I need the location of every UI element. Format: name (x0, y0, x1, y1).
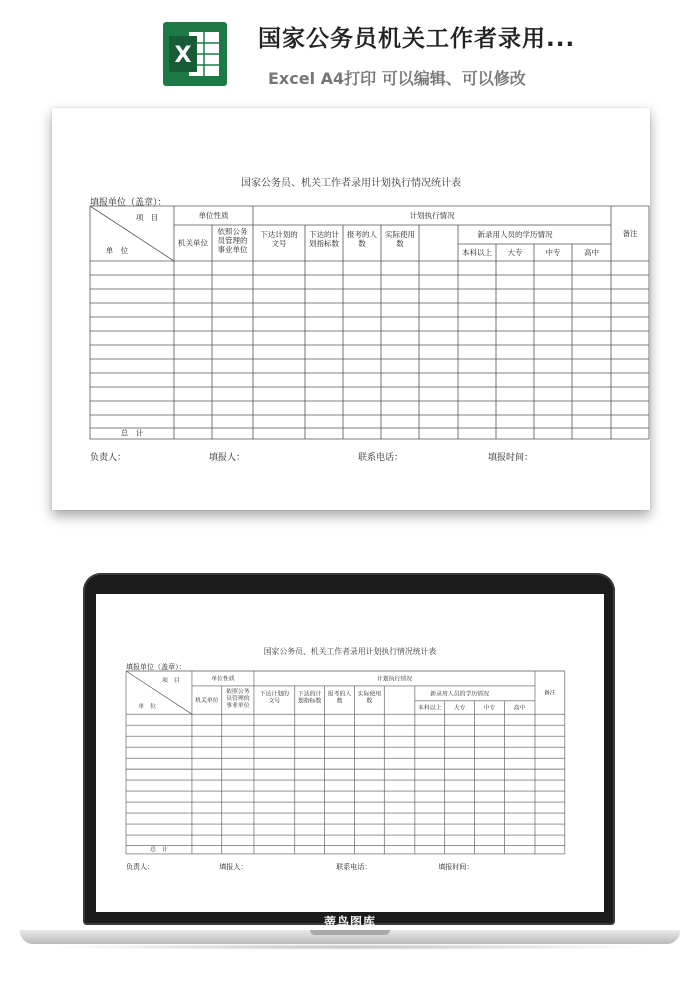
footer-phone: 联系电话： (358, 453, 404, 463)
header-unit-nature: 单位性质 (198, 211, 229, 221)
footer-responsible: 负责人： (90, 453, 127, 463)
header-plan-exec: 计划执行情况 (376, 676, 412, 683)
sheet-grid (90, 206, 650, 440)
footer-filler: 填报人： (209, 453, 246, 463)
header-xueli: 新录用人员的学历情况 (477, 230, 553, 240)
header-wenhao: 下达计划的 (260, 230, 298, 239)
laptop-brand-label: 蒂鸟图库 (323, 915, 376, 929)
laptop-mockup (0, 570, 700, 970)
diagonal-line (126, 671, 192, 714)
header-unit-nature: 单位性质 (211, 676, 235, 683)
header-zhibiao: 下达的计 (309, 230, 339, 239)
header-baokao: 报考的人 (327, 691, 352, 698)
header-yizhao: 员管理的 (217, 236, 248, 245)
document-title: 国家公务员机关工作者录用... (258, 26, 576, 52)
paper-preview (52, 108, 650, 510)
header-remarks: 备注 (622, 229, 638, 239)
header-xueli: 新录用人员的学历情况 (430, 691, 489, 698)
spreadsheet-sheet-large (52, 108, 650, 510)
diag-bottom-label: 单 位 (138, 703, 156, 710)
document-subtitle: Excel A4打印 可以编辑、可以修改 (268, 69, 526, 88)
diag-top-label: 项 目 (135, 213, 159, 222)
total-label: 总 计 (149, 847, 168, 854)
header-yizhao: 依照公务 (225, 688, 250, 695)
header-edu: 本科以上 (462, 248, 492, 258)
excel-icon-letter: X (174, 43, 192, 68)
diag-bottom-label: 单 位 (105, 246, 129, 255)
sheet-unit-label: 填报单位（盖章）： (90, 198, 167, 208)
header-edu: 本科以上 (417, 705, 442, 712)
header-edu: 大专 (507, 248, 523, 258)
footer-date: 填报时间： (488, 453, 534, 463)
header-baokao: 数 (358, 239, 366, 248)
footer-responsible: 负责人： (125, 862, 155, 872)
header-wenhao: 文号 (271, 239, 287, 248)
header-shiji: 实际使用 (357, 691, 381, 698)
header-yizhao: 员管理的 (225, 695, 250, 702)
header-remarks: 备注 (543, 690, 556, 697)
header-edu: 中专 (545, 248, 561, 258)
header (0, 0, 700, 100)
excel-icon (163, 22, 227, 86)
header-jiguan: 机关单位 (194, 698, 219, 705)
header-jiguan: 机关单位 (178, 238, 208, 248)
header-yizhao: 事业单位 (225, 703, 250, 710)
header-yizhao: 依照公务 (217, 227, 248, 236)
laptop-screen (96, 594, 604, 912)
footer-date: 填报时间： (438, 862, 474, 872)
header-yizhao: 事业单位 (217, 245, 248, 254)
diag-top-label: 项 目 (161, 677, 180, 684)
header-shiji: 数 (396, 239, 404, 248)
header-edu: 中专 (483, 705, 496, 712)
sheet-unit-label: 填报单位（盖章）： (125, 662, 186, 672)
header-shiji: 实际使用 (385, 230, 415, 239)
header-baokao: 报考的人 (347, 230, 377, 239)
sheet-grid (126, 671, 566, 855)
laptop-base-shadow (40, 944, 660, 950)
header-zhibiao: 划指标数 (309, 239, 339, 248)
total-label: 总 计 (120, 428, 144, 438)
header-wenhao: 文号 (268, 698, 281, 705)
header-edu: 高中 (584, 248, 599, 258)
laptop-base-notch (310, 930, 390, 935)
spreadsheet-sheet-small (96, 594, 604, 912)
sheet-title: 国家公务员、机关工作者录用计划执行情况统计表 (263, 646, 437, 656)
header-wenhao: 下达计划的 (259, 691, 289, 698)
sheet-title: 国家公务员、机关工作者录用计划执行情况统计表 (241, 178, 461, 189)
footer-filler: 填报人： (219, 862, 248, 872)
header-plan-exec: 计划执行情况 (409, 211, 455, 221)
diagonal-line (90, 206, 174, 261)
header-edu: 高中 (513, 705, 526, 712)
header-baokao: 数 (336, 698, 343, 705)
header-edu: 大专 (453, 705, 466, 712)
header-zhibiao: 下达的计 (297, 691, 322, 698)
footer-phone: 联系电话： (336, 862, 372, 872)
header-zhibiao: 划指标数 (297, 698, 322, 705)
header-shiji: 数 (366, 698, 373, 705)
